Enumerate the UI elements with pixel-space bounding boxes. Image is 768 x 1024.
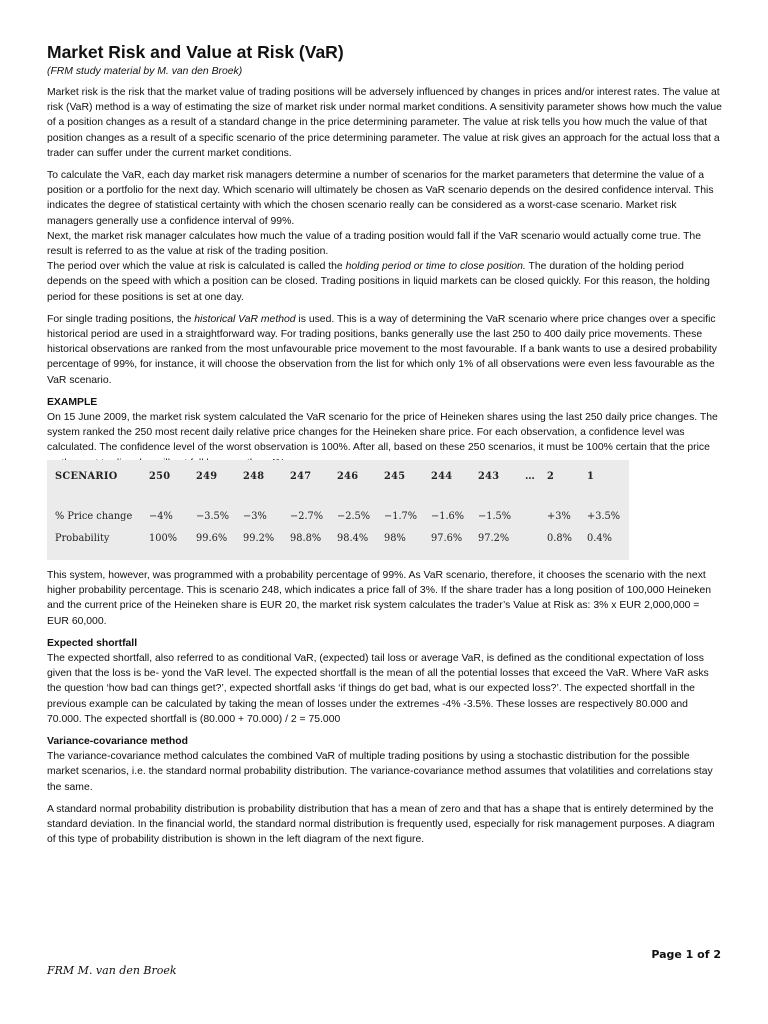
- footer-author: FRM M. van den Broek: [47, 964, 177, 977]
- paragraph-normal-distribution: A standard normal probability distribution is probability distribution that has a mean of zero and that has a shape that is entirely determined by the standard deviation. In the financial world, the standard normal distribution is frequently used, especially for risk management purposes. A diagram of this type of probability distribution is shown in the left diagram of the next figure.: [47, 803, 715, 846]
- table-header-cell: 246: [337, 471, 359, 482]
- table-cell: +3.5%: [587, 510, 621, 522]
- table-cell: −2.5%: [337, 510, 371, 522]
- table-cell: 99.6%: [196, 532, 228, 544]
- table-cell: Probability: [55, 532, 110, 544]
- paragraph-market-risk: Market risk is the risk that the market value of trading positions will be adversely influenced by changes in prices and/or interest rates. The value at risk (VaR) method is a way of estimating the size of market risk under normal market conditions. A sensitivity parameter shows how much the value of a position changes as a result of a standard change in the price determining parameter. The value at risk tells you how much the value of that position changes as a result of a specific scenario of the price determining parameter. The value at risk gives an approach for the actual loss that a trader can suffer under the current market conditions.: [47, 87, 722, 159]
- table-cell: −3%: [243, 510, 267, 522]
- table-header-cell: 1: [587, 471, 595, 482]
- table-cell: −4%: [149, 510, 173, 522]
- table-cell: 97.2%: [478, 532, 510, 544]
- table-cell: 98%: [384, 532, 406, 544]
- paragraph-var-calculation: To calculate the VaR, each day market risk managers determine a number of scenarios for the market parameters that determine the value of a position or a portfolio for the next day. Which scenario will ultimately be chosen as VaR scenario depends on the desired confidence interval. This indicates the degree of statistical certainty with which the chosen scenario really can be considered as a worst-case scenario. Market risk managers generally use a confidence interval of 99%.: [47, 170, 714, 227]
- paragraph-var-choice: This system, however, was programmed with a probability percentage of 99%. As VaR scenario, therefore, it chooses the scenario with the next higher probability percentage. This is scenario 248, which indicates a price fall of 3%. If the share trader has a long position of 100,000 Heineken and the current price of the Heineken share is EUR 20, the market risk system calculates the trader’s Value at Risk as: 3% x EUR 2,000,000 = EUR 60,000.: [47, 570, 712, 627]
- table-header-cell: 2: [547, 471, 555, 482]
- table-cell: 100%: [149, 532, 178, 544]
- section-results: [47, 568, 723, 854]
- paragraph-holding-period: The period over which the value at risk is calculated is called the holding period or time to close position. The duration of the holding period depends on the speed with which a position can be closed. Trading positions in liquid markets can be closed quickly. For this reason, the holding period for these positions is set at one day.: [47, 261, 710, 303]
- table-header-cell: 244: [431, 471, 453, 482]
- table-cell: % Price change: [55, 510, 133, 522]
- paragraph-expected-shortfall: The expected shortfall, also referred to as conditional VaR, (expected) tail loss or average VaR, is defined as the conditional expectation of loss given that the loss is be- yond the VaR level. The expected shortfall is the mean of all the potential losses that exceed the VaR. Where VaR asks the question ‘how bad can things get?’, expected shortfall asks ‘if things do get bad, what is our expected loss?’. The expected shortfall in the previous example can be calculated by taking the mean of losses under the extremes -4% -3.5%. These losses are respectively 80.000 and 70.000. The expected shortfall is (80.000 + 70.000) / 2 = 75.000: [47, 653, 709, 725]
- document-subtitle: (FRM study material by M. van den Broek): [47, 66, 243, 77]
- table-header-cell: 243: [478, 471, 500, 482]
- table-header-cell: 249: [196, 471, 218, 482]
- table-cell: 0.8%: [547, 532, 572, 544]
- paragraph-var-result: Next, the market risk manager calculates how much the value of a trading position would fall if the VaR scenario would actually come true. The result is referred to as the value at risk of the trading position.: [47, 230, 701, 258]
- table-cell: 98.4%: [337, 532, 369, 544]
- section-intro: [47, 85, 723, 478]
- variance-covariance-heading: Variance-covariance method: [47, 736, 188, 748]
- table-header-row: [55, 460, 627, 493]
- table-header-cell: 248: [243, 471, 265, 482]
- table-cell: 99.2%: [243, 532, 275, 544]
- table-cell: −3.5%: [196, 510, 230, 522]
- table-cell: −1.7%: [384, 510, 418, 522]
- table-row-probability: [55, 527, 627, 549]
- table-cell: −1.6%: [431, 510, 465, 522]
- table-cell: −1.5%: [478, 510, 512, 522]
- table-cell: 0.4%: [587, 532, 612, 544]
- table-cell: +3%: [547, 510, 571, 522]
- table-header-cell: SCENARIO: [55, 471, 118, 482]
- table-cell: [525, 527, 547, 549]
- page-number: Page 1 of 2: [651, 948, 721, 961]
- expected-shortfall-heading: Expected shortfall: [47, 637, 138, 649]
- table-header-cell: 245: [384, 471, 406, 482]
- table-cell: 98.8%: [290, 532, 322, 544]
- paragraph-example: On 15 June 2009, the market risk system calculated the VaR scenario for the price of Heineken shares using the last 250 daily price changes. The system ranked the 250 most recent daily relative price changes for the Heineken share price. For each observation, a confidence level was calculated. The confidence level of the worst observation is 100%. After all, based on these 250 scenarios, it must be 100% certain that the price: [47, 412, 718, 454]
- table-row-price-change: [55, 505, 627, 527]
- example-heading: EXAMPLE: [47, 396, 98, 408]
- paragraph-variance-covariance: The variance-covariance method calculates the combined VaR of multiple trading positions by using a stochastic distribution for the possible market scenarios, i.e. the standard normal probability distribution. The variance-covariance method assumes that volatilities and correlations stay the same.: [47, 751, 713, 793]
- table-header-cell: …: [525, 471, 536, 482]
- table-cell: 97.6%: [431, 532, 463, 544]
- scenario-table: [47, 460, 629, 560]
- paragraph-historical-var: For single trading positions, the historical VaR method is used. This is a way of determining the VaR scenario where price changes over a specific historical period are used in a straightforward way. For trading positions, banks generally use the last 250 to 400 daily price movements. These historical observations are ranked from the most unfavourable price movement to the most favourable. If a bank wants to use a desired probability percentage of 99%, for instance, it will choose the observation from the list for which only 1% of all observations were even less favourable as the VaR scenario.: [47, 313, 717, 386]
- table-header-cell: 250: [149, 471, 171, 482]
- table-cell: [525, 505, 547, 527]
- table-header-cell: 247: [290, 471, 312, 482]
- document-title: Market Risk and Value at Risk (VaR): [47, 42, 344, 62]
- table-cell: −2.7%: [290, 510, 324, 522]
